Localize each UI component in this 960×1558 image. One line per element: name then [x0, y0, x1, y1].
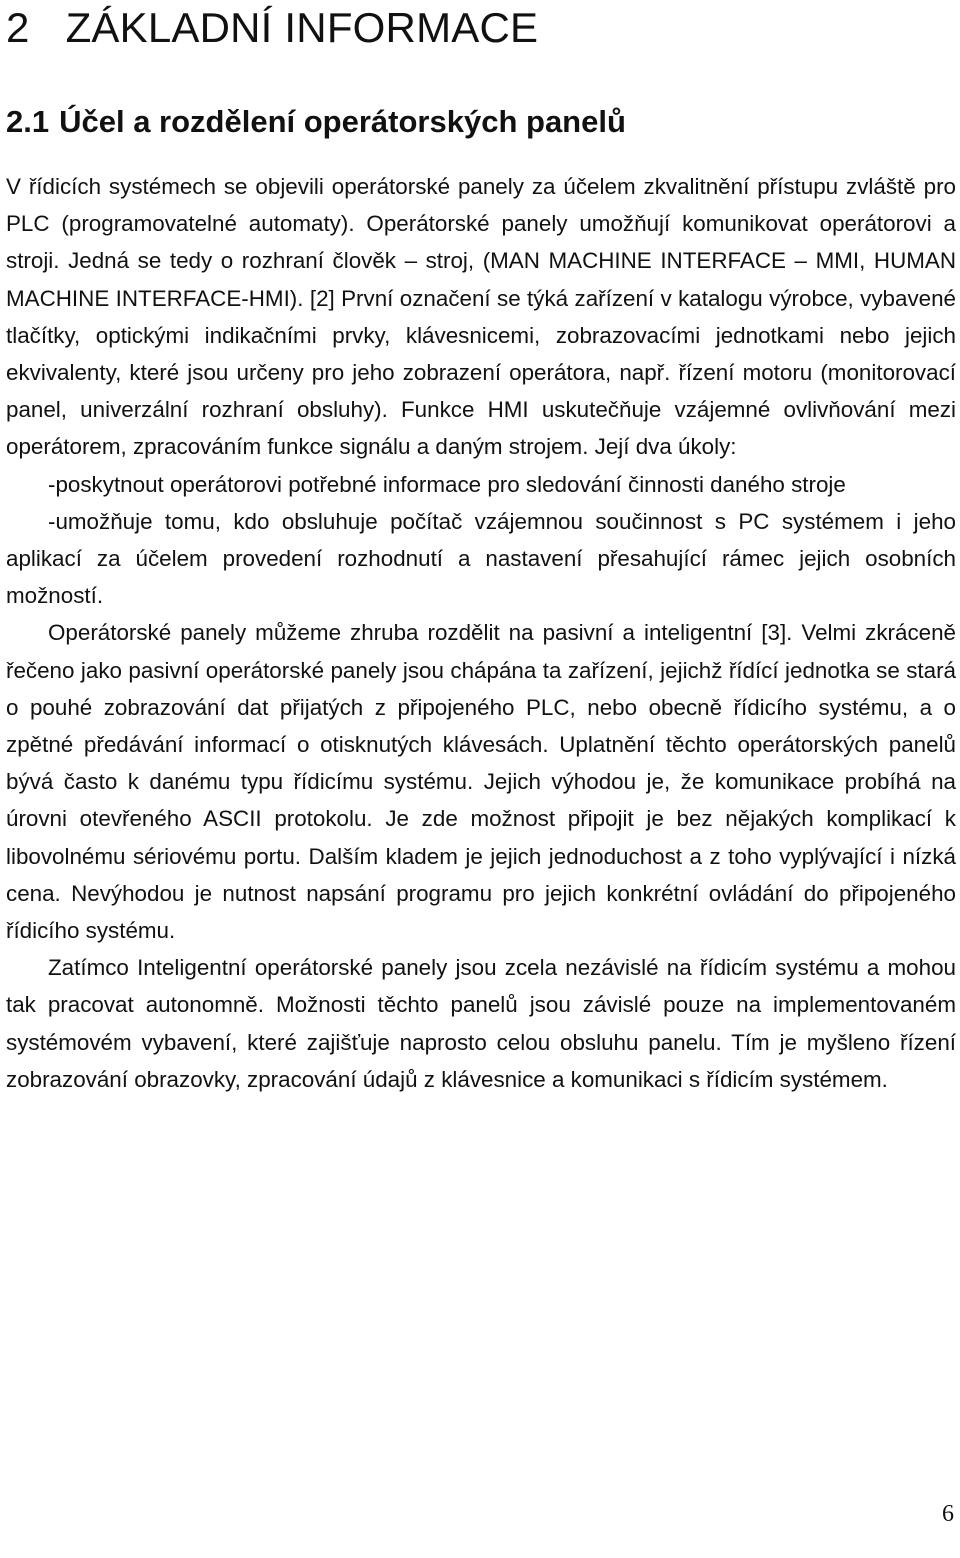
paragraph-passive-panels: Operátorské panely můžeme zhruba rozdělit na pasivní a inteligentní [3]. Velmi zkráceně řečeno jako pasivní operátorské panely jsou chápána ta zařízení, jejichž řídící jednotka se stará o pouhé zobrazování dat přijatých z připojeného PLC, nebo obecně řídicího systému, a o zpětné předávání informací o otisknutých klávesách. Uplatnění těchto operátorských panelů bývá často k danému typu řídicímu systému. Jejich výhodou je, že komunikace probíhá na úrovni otevřeného ASCII protokolu. Je zde možnost připojit je bez nějakých komplikací k libovolnému sériovému portu. Dalším kladem je jejich jednoduchost a z toho vyplývající i nízká cena. Nevýhodou je nutnost napsání programu pro jejich konkrétní ovládání do připojeného řídicího systému.: [6, 620, 956, 944]
paragraph-task-2: -umožňuje tomu, kdo obsluhuje počítač vzájemnou součinnost s PC systémem i jeho aplikací za účelem provedení rozhodnutí a nastavení přesahující rámec jejich osobních možností.: [6, 508, 956, 609]
paragraph-intelligent-panels: Zatímco Inteligentní operátorské panely jsou zcela nezávislé na řídicím systému a mohou tak pracovat autonomně. Možnosti těchto panelů jsou závislé pouze na implementovaném systémovém vybavení, které zajišťuje naprosto celou obsluhu panelu. Tím je myšleno řízení zobrazování obrazovky, zpracování údajů z klávesnice a komunikaci s řídicím systémem.: [6, 955, 956, 1092]
section-heading: [6, 102, 956, 142]
section-title: Účel a rozdělení operátorských panelů: [59, 104, 626, 139]
paragraph-intro: V řídicích systémech se objevili operátorské panely za účelem zkvalitnění přístupu zvláště pro PLC (programovatelné automaty). Operátorské panely umožňují komunikovat operátorovi a stroji. Jedná se tedy o rozhraní člověk – stroj, (MAN MACHINE INTERFACE – MMI, HUMAN MACHINE INTERFACE-HMI). [2] První označení se týká zařízení v katalogu výrobce, vybavené tlačítky, optickými indikačními prvky, klávesnicemi, zobrazovacími jednotkami nebo jejich ekvivalenty, které jsou určeny pro jeho zobrazení operátora, např. řízení motoru (monitorovací panel, univerzální rozhraní obsluhy). Funkce HMI uskutečňuje vzájemné ovlivňování mezi operátorem, zpracováním funkce signálu a daným strojem. Její dva úkoly:: [6, 174, 956, 460]
document-page: [6, 0, 956, 1098]
page-number: 6: [942, 1501, 954, 1527]
chapter-number: 2: [6, 4, 30, 51]
chapter-title: ZÁKLADNÍ INFORMACE: [65, 4, 539, 51]
paragraph-task-1: -poskytnout operátorovi potřebné informace pro sledování činnosti daného stroje: [48, 471, 846, 497]
chapter-heading: [6, 0, 956, 52]
body-text: [6, 168, 956, 1098]
section-number: 2.1: [6, 104, 50, 139]
